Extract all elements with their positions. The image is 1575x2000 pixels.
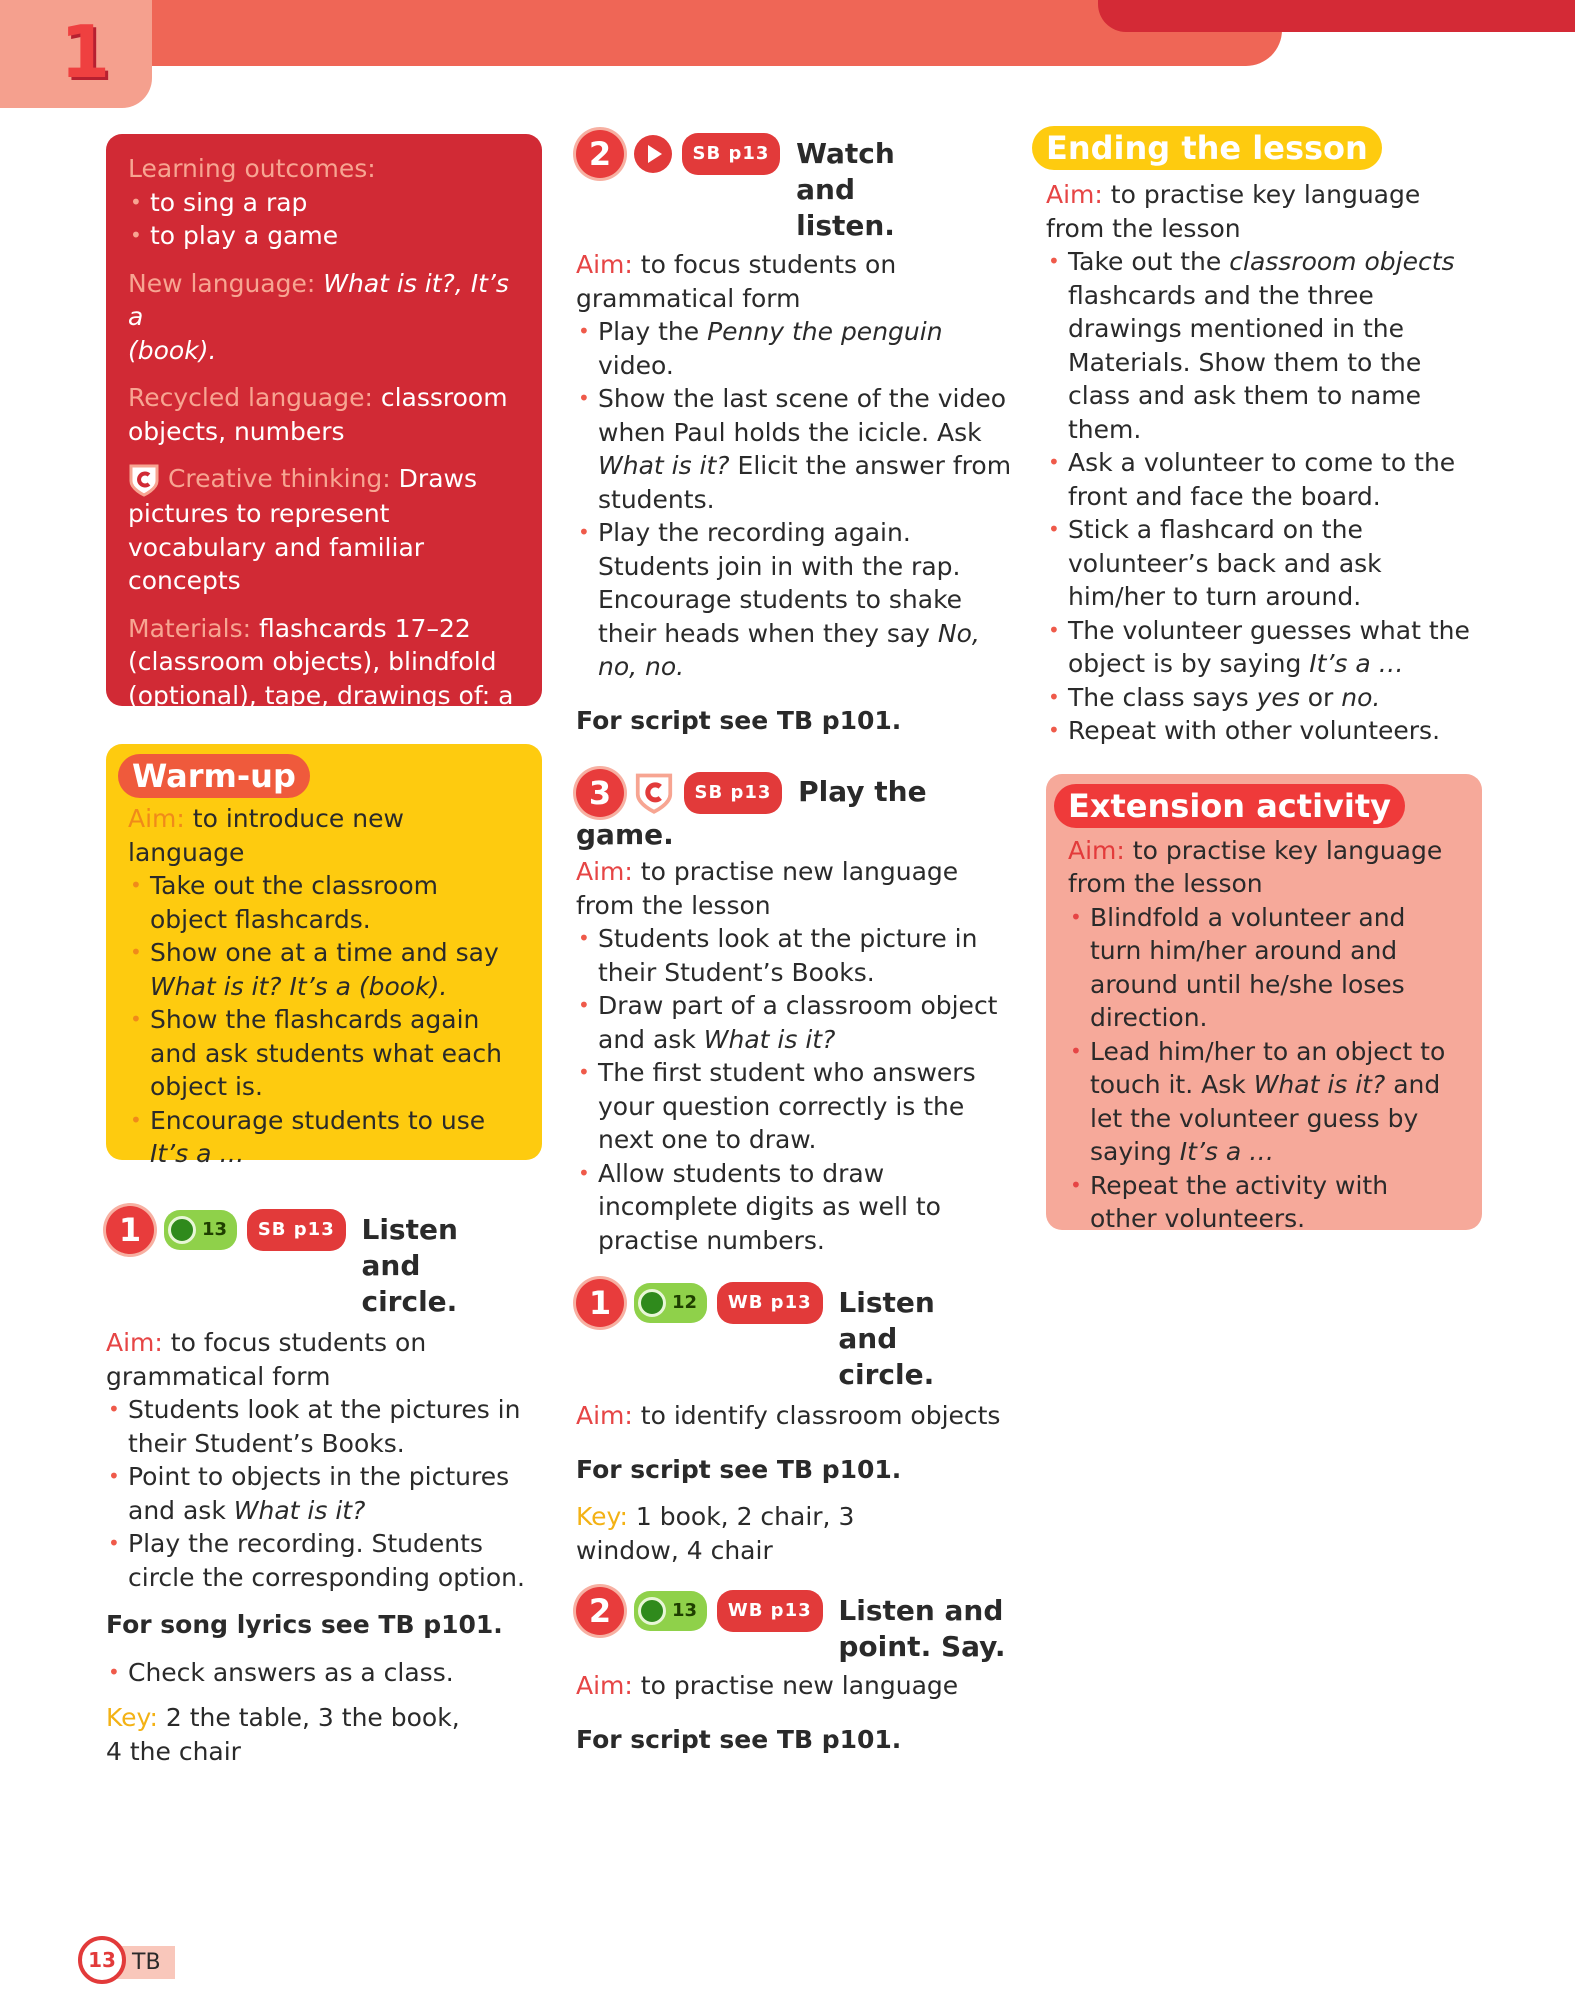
activity-header [576,130,1012,242]
activity-number: 2 [576,1587,624,1635]
list-item: • Allow students to draw incomplete digits as well to practise numbers. [576,1157,1012,1258]
activity-1-wb [576,1279,1012,1567]
footer-label: TB [112,1946,175,1979]
list-item: • Point to objects in the pictures and ask What is it? [106,1460,542,1527]
list-item: • Repeat with other volunteers. [1046,714,1482,748]
outcomes-label: Learning outcomes: [128,154,376,183]
list-item: • Check answers as a class. [106,1656,542,1690]
list-item: • Show the last scene of the video when Paul holds the icicle. Ask What is it? Elicit the answer from students. [576,382,1012,516]
warmup-item: • Show one at a time and say What is it? It’s a (book). [128,936,520,1003]
list-item: • The first student who answers your question correctly is the next one to draw. [576,1056,1012,1157]
activity-header [576,769,1012,853]
audio-track-badge: 13 [164,1210,237,1250]
column-1 [106,134,542,1768]
warmup-box [106,744,542,1168]
audio-track-badge: 13 [634,1591,707,1631]
new-language: New language: What is it?, It’s a (book). [128,268,509,365]
creative-thinking-icon [634,771,674,815]
list-item: • The class says yes or no. [1046,681,1482,715]
script-ref: For song lyrics see TB p101. [106,1610,503,1639]
unit-number: 1 [60,10,111,94]
headphones-icon [638,1289,666,1317]
book-ref-badge: SB p13 [684,772,783,814]
column-3 [1046,126,1482,1233]
book-ref-badge: WB p13 [717,1282,823,1324]
warmup-list [128,869,520,1171]
activity-aim: Aim: to practise new language [576,1671,959,1700]
outcomes-list [128,186,520,253]
list-item: • Play the recording again. Students join in with the rap. Encourage students to shake their heads when they say No, no, no. [576,516,1012,684]
script-ref: For script see TB p101. [576,1724,902,1754]
list-item: • Draw part of a classroom object and ask What is it? [576,989,1012,1056]
activity-header [576,1587,1012,1663]
activity-list [576,315,1012,684]
list-item: • Take out the classroom objects flashcards and the three drawings mentioned in the Materials. Show them to the class and ask them to name them. [1046,245,1482,446]
activity-list [106,1393,542,1594]
activity-header [576,1279,1012,1391]
warmup-item: • Take out the classroom object flashcards. [128,869,520,936]
activity-aim: Aim: to focus students on grammatical form [576,250,897,313]
activity-number: 1 [106,1206,154,1254]
activity-number: 2 [576,130,624,178]
extension-aim: Aim: to practise key language from the lesson [1068,835,1443,898]
creative-thinking-icon [128,463,160,497]
list-item: • Play the Penny the penguin video. [576,315,1012,382]
list-item: • Ask a volunteer to come to the front and face the board. [1046,446,1482,513]
extension-box [1046,774,1482,1233]
extension-title: Extension activity [1054,784,1405,828]
activity-2-sb [576,130,1012,737]
list-item: • Lead him/her to an object to touch it. Ask What is it? and let the volunteer guess by saying It’s a … [1068,1035,1460,1169]
activity-3-sb [576,769,1012,1257]
activity-aim: Aim: to practise new language from the lesson [576,857,959,920]
warmup-title: Warm-up [118,754,310,798]
play-video-icon [634,135,672,173]
script-ref: For script see TB p101. [576,705,902,735]
list-item: • Stick a flashcard on the volunteer’s back and ask him/her to turn around. [1046,513,1482,614]
warmup-item: • Show the flashcards again and ask students what each object is. [128,1003,520,1104]
activity-header [106,1206,542,1318]
audio-track-badge: 12 [634,1283,707,1323]
script-ref: For script see TB p101. [576,1454,902,1484]
list-item: • Play the recording. Students circle the corresponding option. [106,1527,542,1594]
ending-section [1046,126,1482,748]
activity-title: Listen and circle. [361,1213,458,1318]
activity-2-wb [576,1587,1012,1756]
activity-aim: Aim: to identify classroom objects [576,1401,1001,1430]
outcome-item: • to sing a rap [128,186,520,220]
activity-title: Watch and listen. [796,137,895,242]
recycled-language: Recycled language: classroom objects, numbers [128,383,508,446]
book-ref-badge: SB p13 [247,1209,346,1251]
activity-list [576,922,1012,1257]
book-ref-badge: SB p13 [682,133,781,175]
extension-list [1068,901,1460,1236]
materials: Materials: flashcards 17–22 (classroom objects), blindfold (optional), tape, drawings of: a girl, boy, teacher [128,613,514,743]
activity-number: 3 [576,769,624,817]
header-dark-band [1098,0,1575,32]
list-item: • The volunteer guesses what the object is by saying It’s a … [1046,614,1482,681]
column-2 [576,130,1012,1756]
activity-aim: Aim: to focus students on grammatical form [106,1328,427,1391]
creative-thinking: Creative thinking: Draws pictures to represent vocabulary and familiar concepts [128,464,477,595]
activity-title: Listen and point. Say. [838,1594,1006,1663]
activity-number: 1 [576,1279,624,1327]
warmup-aim: Aim: to introduce new language [128,804,404,867]
list-item: • Repeat the activity with other volunteers. [1068,1169,1460,1236]
list-item: • Blindfold a volunteer and turn him/her around and around until he/she loses direction. [1068,901,1460,1035]
outcome-item: • to play a game [128,219,520,253]
book-ref-badge: WB p13 [717,1590,823,1632]
warmup-item: • Encourage students to use It’s a … [128,1104,520,1171]
list-item: • Students look at the picture in their Student’s Books. [576,922,1012,989]
activity-title: Play the game. [576,775,927,851]
ending-aim: Aim: to practise key language from the lesson [1046,180,1421,243]
answer-key: Key: 1 book, 2 chair, 3 window, 4 chair [576,1502,855,1565]
page-number: 13 [78,1936,126,1984]
learning-outcomes-box [106,134,542,743]
list-item: • Students look at the pictures in their Student’s Books. [106,1393,542,1460]
activity-title: Listen and circle. [838,1286,935,1391]
ending-title: Ending the lesson [1032,126,1382,170]
headphones-icon [168,1216,196,1244]
headphones-icon [638,1597,666,1625]
activity-list-2 [106,1656,542,1690]
answer-key: Key: 2 the table, 3 the book, 4 the chair [106,1703,460,1766]
ending-list [1046,245,1482,748]
activity-1-sb [106,1206,542,1768]
page-footer [78,1936,175,1984]
